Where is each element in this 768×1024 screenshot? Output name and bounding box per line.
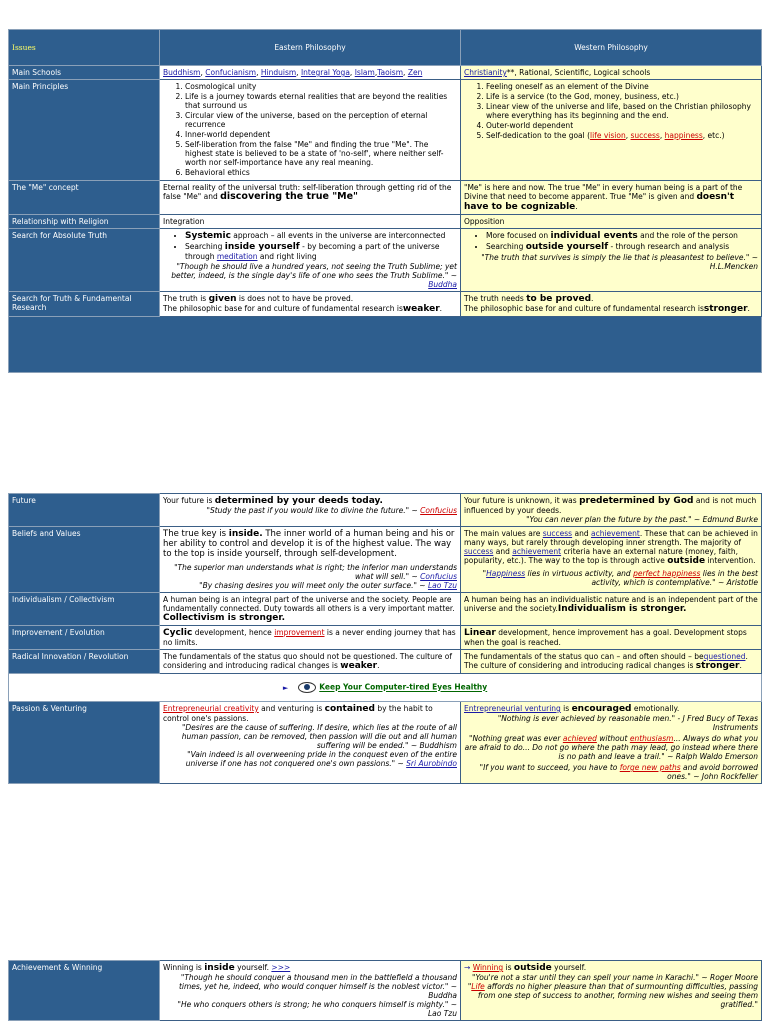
quote: "Life affords no higher pleasure than that of surmounting difficulties, passing from one step of success to another, forming new wishes and seeing them gratified." xyxy=(467,982,758,1009)
link-meditation[interactable]: meditation xyxy=(216,252,258,261)
row-label: Achievement & Winning xyxy=(9,961,160,1021)
quote xyxy=(163,506,457,515)
west-cell xyxy=(461,626,762,650)
text: approach – all events in the universe are interconnected xyxy=(230,231,446,240)
link-perfect-happiness[interactable]: perfect happiness xyxy=(633,569,701,578)
list-item: 1. Cosmological unity xyxy=(185,82,457,91)
west-cell: Opposition xyxy=(461,215,762,229)
west-cell xyxy=(461,593,762,626)
quote: "Desires are the cause of suffering. If desire, which lies at the route of all human passion, can be removed, then passion will die out and all human suffering will be ended." ~ Buddhism xyxy=(181,723,457,750)
text: Self-dedication to the goal ( xyxy=(486,131,591,140)
row-label: Improvement / Evolution xyxy=(9,626,160,650)
west-cell xyxy=(461,702,762,784)
link-buddha[interactable]: Buddha xyxy=(428,280,457,289)
emphasis: predetermined by God xyxy=(579,496,694,506)
link-more[interactable]: >>> xyxy=(271,963,291,972)
text: Searching xyxy=(185,242,225,251)
text: The main values are xyxy=(464,529,543,538)
list-item: 4. Outer-world dependent xyxy=(486,121,758,130)
text: The truth is xyxy=(163,294,209,303)
emphasis: weaker xyxy=(340,661,378,671)
quote xyxy=(163,262,457,289)
row-label: The "Me" concept xyxy=(9,181,160,215)
row-absolute-truth xyxy=(9,229,762,292)
quote: "Though he should conquer a thousand men in the battlefield a thousand times, yet he, indeed, who would conquer himself is the noblest victor." ~ Buddha xyxy=(178,973,457,1000)
text: . xyxy=(575,202,578,211)
link-forge-new-paths[interactable]: forge new paths xyxy=(619,763,681,772)
text: and right living xyxy=(257,252,317,261)
text: The philosophic base for and culture of fundamental research is xyxy=(163,304,403,313)
quote-text: "Though he should live a hundred years, not seeing the Truth Sublime; yet better, indeed, is the single day's life of one who sees the Truth Sublime." ~ xyxy=(171,262,457,280)
text: yourself. xyxy=(551,963,587,972)
quote xyxy=(163,750,457,768)
link-happiness[interactable]: happiness xyxy=(664,131,703,140)
link-enthusiasm[interactable]: enthusiasm xyxy=(629,734,674,743)
text: A human being is an integral part of the universe and the society. People are fundamentally connected. Duty towards all others is a very important matter. xyxy=(163,595,455,613)
emphasis: Cyclic xyxy=(163,628,193,638)
text: The fundamentals of the status quo should not be questioned. The culture of considering and introducing radical changes is xyxy=(163,652,452,670)
east-cell xyxy=(160,593,461,626)
text: The philosophic base for and culture of fundamental research is xyxy=(464,304,704,313)
header-issues: Issues xyxy=(9,30,160,66)
quote-text: "The superior man understands what is right; the inferior man understands what will sell." ~ xyxy=(174,563,457,581)
quote: "Happiness lies in virtuous activity, and perfect happiness lies in the best activity, which is contemplative." ~ Aristotle xyxy=(482,569,758,587)
text: intervention. xyxy=(705,556,756,565)
quote-text: "Study the past if you would like to divine the future." ~ xyxy=(206,506,421,515)
link-christianity[interactable]: Christianity xyxy=(464,68,507,77)
row-passion xyxy=(9,702,762,784)
link-achievement[interactable]: achievement xyxy=(512,547,562,556)
emphasis: outside xyxy=(667,556,706,566)
row-label: Individualism / Collectivism xyxy=(9,593,160,626)
text: development, hence xyxy=(192,628,275,637)
link-integral-yoga[interactable]: Integral Yoga xyxy=(300,68,350,77)
text: is xyxy=(503,963,514,972)
row-achievement xyxy=(9,961,762,1021)
emphasis: stronger xyxy=(695,661,740,671)
list-item: 5. Self-dedication to the goal (life vision, success, happiness, etc.) xyxy=(486,131,758,140)
quote-text: lies in virtuous activity, and xyxy=(525,569,634,578)
text: emotionally. xyxy=(631,704,680,713)
text: yourself. xyxy=(234,963,272,972)
comparison-table-2 xyxy=(8,493,762,784)
east-cell xyxy=(160,527,461,593)
list-item xyxy=(185,231,457,241)
emphasis: encouraged xyxy=(571,704,632,714)
quote xyxy=(464,763,758,781)
quote xyxy=(464,734,758,761)
row-label: Future xyxy=(9,494,160,527)
link-happiness[interactable]: Happiness xyxy=(486,569,526,578)
text: criteria have an external nature (money, faith, popularity, etc.). The way to the top is through active xyxy=(464,547,738,565)
link-winning[interactable]: Winning xyxy=(472,963,504,972)
quote-text: affords no higher pleasure than that of surmounting difficulties, passing from one step of success to another, forming new wishes and seeing them gratified." xyxy=(477,982,758,1009)
row-label: Search for Truth & Fundamental Research xyxy=(9,292,160,317)
text: , etc.) xyxy=(702,131,725,140)
east-cell xyxy=(160,494,461,527)
text: - by becoming a part of the universe through xyxy=(185,242,440,261)
east-cell xyxy=(160,80,461,181)
text: by the habit to control one's passions. xyxy=(163,704,433,723)
text: and the role of the person xyxy=(637,231,738,240)
tip-cell xyxy=(9,674,762,702)
emphasis: stronger xyxy=(703,304,748,314)
text: and venturing is xyxy=(258,704,325,713)
list-item: 3. Circular view of the universe, based on the perception of eternal recurrence xyxy=(185,111,457,129)
emphasis: Individualism is stronger. xyxy=(557,604,687,614)
list-item: 5. Self-liberation from the false "Me" and finding the true "Me". The highest state is believed to be a state of 'no-self', where neither self-worth nor self-importance have any real meaning. xyxy=(185,140,457,167)
text: Winning is xyxy=(163,963,205,972)
emphasis: Collectivism is stronger. xyxy=(163,613,285,623)
emphasis: determined by your deeds today. xyxy=(214,496,383,506)
text: development, hence improvement has a goal. Development stops when the goal is reached. xyxy=(464,628,747,647)
emphasis: to be proved xyxy=(526,294,592,304)
quote: "You're not a star until they can spell your name in Karachi." ~ Roger Moore xyxy=(472,973,758,982)
emphasis: weaker xyxy=(402,304,440,314)
row-radical xyxy=(9,650,762,674)
list-item: 2. Life is a journey towards eternal realities that are beyond the realities that surround us xyxy=(185,92,457,110)
arrow-icon: → xyxy=(464,963,471,972)
link-confucius[interactable]: Confucius xyxy=(420,572,457,581)
link-achievement[interactable]: achievement xyxy=(590,529,640,538)
link-life[interactable]: Life xyxy=(471,982,485,991)
emphasis: given xyxy=(208,294,237,304)
quote: "The truth that survives is simply the lie that is pleasantest to believe." ~ H.L.Mencken xyxy=(481,253,758,271)
west-cell xyxy=(461,80,762,181)
east-cell xyxy=(160,626,461,650)
list-item xyxy=(486,231,758,241)
emphasis: doesn't have to be cognizable xyxy=(464,192,735,212)
list-item: 6. Behavioral ethics xyxy=(185,168,457,177)
emphasis: outside xyxy=(513,963,552,973)
east-cell: The fundamentals of the status quo should not be questioned. The culture of considering and introducing radical changes is weaker. xyxy=(160,650,461,674)
link-success[interactable]: success xyxy=(464,547,494,556)
comparison-table-3 xyxy=(8,960,762,1021)
quote: "Nothing is ever achieved by reasonable men." - J Fred Bucy of Texas Instruments xyxy=(497,714,758,732)
text: A human being has an individualistic nature and is an independent part of the universe and the society. xyxy=(464,595,758,613)
link-success[interactable]: success xyxy=(542,529,573,538)
text: The fundamentals of the status quo can – and often should – be xyxy=(464,652,704,661)
text: Your future is xyxy=(163,496,215,505)
link-entrepreneurial-creativity[interactable]: Entrepreneurial creativity xyxy=(163,704,259,713)
quote: "He who conquers others is strong; he who conquers himself is mighty." ~ Lao Tzu xyxy=(177,1000,457,1018)
list-item: 3. Linear view of the universe and life, based on the Christian philosophy where everything has its beginning and the end. xyxy=(486,102,758,120)
text: is xyxy=(560,704,572,713)
text: . These that can be achieved in many ways, but rarely through developing inner strength. The majority of xyxy=(464,529,758,547)
text: - through research and analysis xyxy=(608,242,730,251)
link-achieved[interactable]: achieved xyxy=(562,734,597,743)
emphasis: individual events xyxy=(550,231,638,241)
emphasis: outside yourself xyxy=(525,242,609,252)
link-confucianism[interactable]: Confucianism xyxy=(205,68,257,77)
text: and is not much influenced by your deeds. xyxy=(464,496,757,515)
emphasis: Linear xyxy=(464,628,496,638)
text: is does not to have be proved. xyxy=(236,294,354,303)
row-label: Beliefs and Values xyxy=(9,527,160,593)
text: The truth needs xyxy=(464,294,527,303)
link-eyes-healthy[interactable]: Keep Your Computer-tired Eyes Healthy xyxy=(319,682,488,692)
text: More focused on xyxy=(486,231,551,240)
text: Your future is unknown, it was xyxy=(464,496,580,505)
row-religion xyxy=(9,215,762,229)
text: and xyxy=(572,529,591,538)
emphasis: inside yourself xyxy=(224,242,300,252)
link-hinduism[interactable]: Hinduism xyxy=(260,68,297,77)
header-western: Western Philosophy xyxy=(461,30,762,66)
row-beliefs xyxy=(9,527,762,593)
blank-band xyxy=(9,317,762,373)
row-label: Passion & Venturing xyxy=(9,702,160,784)
quote-text: "Nothing great was ever xyxy=(469,734,563,743)
emphasis: inside. xyxy=(228,529,263,539)
quote: "You can never plan the future by the past." ~ Edmund Burke xyxy=(526,515,758,524)
quote-text: "By chasing desires you will meet only the outer surface." ~ xyxy=(199,581,428,590)
quote-text: lies in the best activity, which is contemplative." ~ Aristotle xyxy=(591,569,758,587)
west-cell xyxy=(461,961,762,1021)
east-cell: Buddhism, Confucianism, Hinduism, Integral Yoga, Islam,Taoism, Zen xyxy=(160,66,461,80)
quote-text: ... Always do what you are afraid to do... Do not go where the path may lead, go instead where there is no path and leave a trail." ~ Ralph Waldo Emerson xyxy=(464,734,758,761)
link-taoism[interactable]: Taoism xyxy=(377,68,404,77)
emphasis: contained xyxy=(324,704,375,714)
emphasis: discovering the true "Me" xyxy=(220,191,359,202)
quote-text: "If you want to succeed, you have to xyxy=(479,763,620,772)
text: The inner world of a human being and his or her ability to control and develop it is of the highest value. The way to the top is inside yourself, through self-development. xyxy=(163,529,455,559)
text: . The culture of considering and introducing radical changes is xyxy=(464,652,748,670)
header-eastern: Eastern Philosophy xyxy=(160,30,461,66)
emphasis: Systemic xyxy=(185,231,231,241)
row-tip xyxy=(9,674,762,702)
row-fundamental-research xyxy=(9,292,762,317)
blank-row xyxy=(9,317,762,373)
row-main-schools xyxy=(9,66,762,80)
comparison-table-1 xyxy=(8,29,762,373)
link-entrepreneurial-venturing[interactable]: Entrepreneurial venturing xyxy=(464,704,561,713)
text: and xyxy=(493,547,513,556)
link-lao-tzu[interactable]: Lao Tzu xyxy=(427,581,457,590)
link-islam[interactable]: Islam xyxy=(354,68,375,77)
west-text: **, Rational, Scientific, Logical schools xyxy=(506,68,651,77)
row-me-concept xyxy=(9,181,762,215)
row-label: Relationship with Religion xyxy=(9,215,160,229)
east-cell xyxy=(160,961,461,1021)
row-future xyxy=(9,494,762,527)
list-item: 2. Life is a service (to the God, money, business, etc.) xyxy=(486,92,758,101)
row-individualism xyxy=(9,593,762,626)
west-cell xyxy=(461,181,762,215)
east-cell: The truth is given is does not to have be proved. The philosophic base for and culture of fundamental research isweaker. xyxy=(160,292,461,317)
row-label: Radical Innovation / Revolution xyxy=(9,650,160,674)
east-cell xyxy=(160,702,461,784)
quote xyxy=(163,581,457,590)
list-item: 1. Feeling oneself as an element of the Divine xyxy=(486,82,758,91)
text: Eternal reality of the universal truth: self-liberation through getting rid of the false "Me" and xyxy=(163,183,452,201)
row-improvement xyxy=(9,626,762,650)
bullet-arrow-icon: ► xyxy=(282,683,289,692)
link-sri-aurobindo[interactable]: Sri Aurobindo xyxy=(406,759,457,768)
quote-text: without xyxy=(596,734,630,743)
west-cell xyxy=(461,494,762,527)
west-cell: The truth needs to be proved. The philosophic base for and culture of fundamental research isstronger. xyxy=(461,292,762,317)
link-improvement[interactable]: improvement xyxy=(274,628,325,637)
list-item: 4. Inner-world dependent xyxy=(185,130,457,139)
text: The true key is xyxy=(163,529,229,539)
emphasis: inside xyxy=(204,963,235,973)
row-label: Main Principles xyxy=(9,80,160,181)
link-success[interactable]: success xyxy=(630,131,660,140)
text: is a never ending journey that has no limits. xyxy=(163,628,456,647)
link-life-vision[interactable]: life vision xyxy=(590,131,626,140)
east-cell xyxy=(160,181,461,215)
west-cell: The fundamentals of the status quo can – and often should – bequestioned. The culture of considering and introducing radical changes is stronger. xyxy=(461,650,762,674)
west-cell xyxy=(461,527,762,593)
row-main-principles xyxy=(9,80,762,181)
west-cell xyxy=(461,66,762,80)
link-questioned[interactable]: questioned xyxy=(703,652,746,661)
link-confucius[interactable]: Confucius xyxy=(420,506,457,515)
text: "Me" is here and now. The true "Me" in every human being is a part of the Divine that need to become apparent. True "Me" is given and xyxy=(464,183,743,201)
east-cell: Integration xyxy=(160,215,461,229)
eye-icon xyxy=(298,682,316,693)
row-label: Main Schools xyxy=(9,66,160,80)
west-cell xyxy=(461,229,762,292)
quote-text: and avoid borrowed ones." ~ John Rockfeller xyxy=(667,763,758,781)
link-zen[interactable]: Zen xyxy=(407,68,423,77)
quote-text: "Vain indeed is all overweening pride in the conquest even of the entire universe if one has not conquered one's own passions." ~ xyxy=(185,750,457,768)
list-item xyxy=(185,242,457,261)
list-item xyxy=(486,242,758,252)
link-buddhism[interactable]: Buddhism xyxy=(163,68,201,77)
quote xyxy=(163,563,457,581)
row-label: Search for Absolute Truth xyxy=(9,229,160,292)
east-cell xyxy=(160,229,461,292)
text: Searching xyxy=(486,242,526,251)
